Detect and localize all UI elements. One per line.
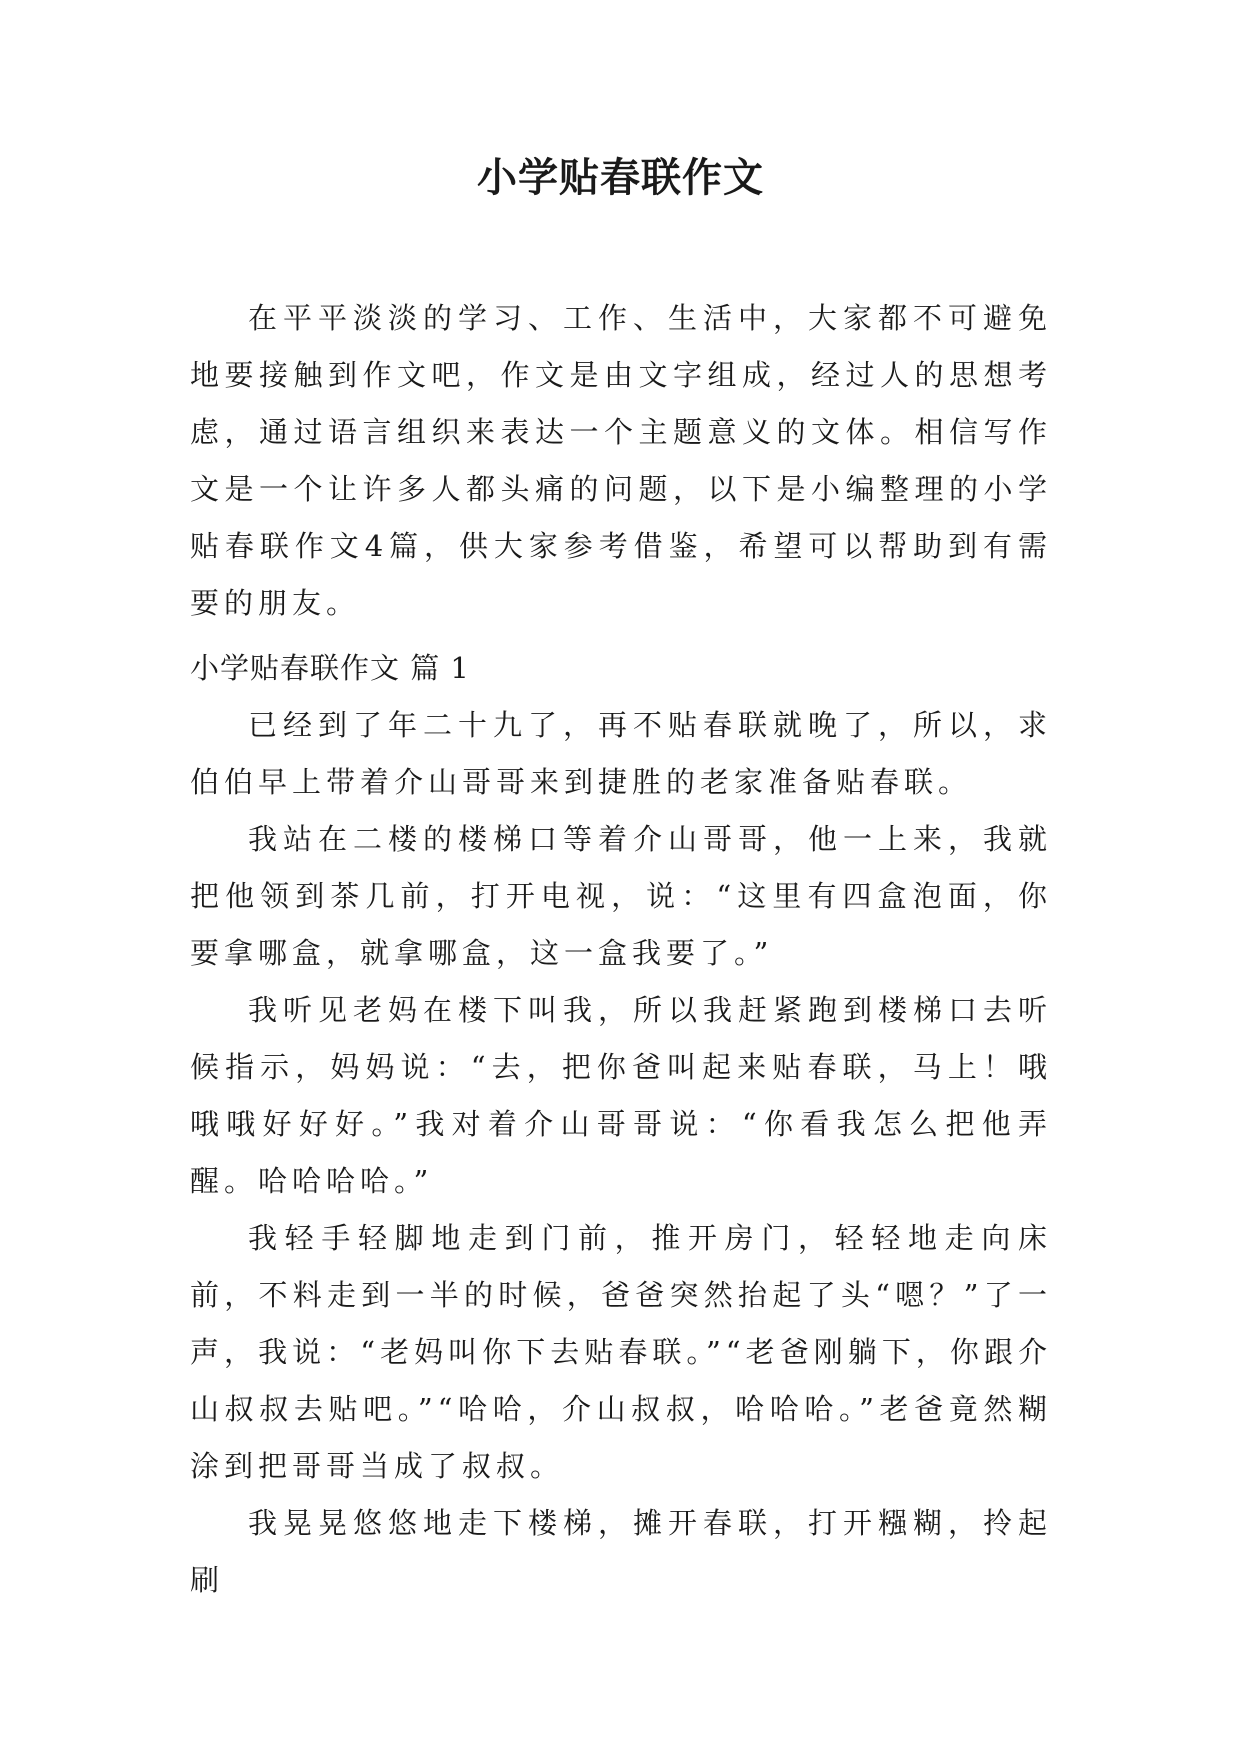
paragraph-1: 已经到了年二十九了，再不贴春联就晚了，所以，求伯伯早上带着介山哥哥来到捷胜的老家准备贴春联。 bbox=[190, 708, 1052, 799]
paragraph-5: 我晃晃悠悠地走下楼梯，摊开春联，打开糨糊，拎起刷 bbox=[190, 1506, 1052, 1597]
paragraph-2: 我站在二楼的楼梯口等着介山哥哥，他一上来，我就把他领到茶几前，打开电视，说：“这里有四盒泡面，你要拿哪盒，就拿哪盒，这一盒我要了。” bbox=[190, 822, 1052, 970]
intro-paragraph: 在平平淡淡的学习、工作、生活中，大家都不可避免地要接触到作文吧，作文是由文字组成，经过人的思想考虑，通过语言组织来表达一个主题意义的文体。相信写作文是一个让许多人都头痛的问题，以下是小编整理的小学贴春联作文4篇，供大家参考借鉴，希望可以帮助到有需要的朋友。 bbox=[190, 301, 1052, 620]
section-heading: 小学贴春联作文 篇 1 bbox=[190, 651, 470, 685]
document-title: 小学贴春联作文 bbox=[477, 155, 764, 201]
paragraph-3: 我听见老妈在楼下叫我，所以我赶紧跑到楼梯口去听候指示，妈妈说：“去，把你爸叫起来贴春联，马上！哦哦哦好好好。”我对着介山哥哥说：“你看我怎么把他弄醒。哈哈哈哈。” bbox=[190, 993, 1052, 1198]
intro-block bbox=[190, 290, 1052, 632]
section-1 bbox=[190, 640, 1052, 1609]
paragraph-4: 我轻手轻脚地走到门前，推开房门，轻轻地走向床前，不料走到一半的时候，爸爸突然抬起了头“嗯？”了一声，我说：“老妈叫你下去贴春联。”“老爸刚躺下，你跟介山叔叔去贴吧。”“哈哈，介山叔叔，哈哈哈。”老爸竟然糊涂到把哥哥当成了叔叔。 bbox=[190, 1221, 1052, 1483]
